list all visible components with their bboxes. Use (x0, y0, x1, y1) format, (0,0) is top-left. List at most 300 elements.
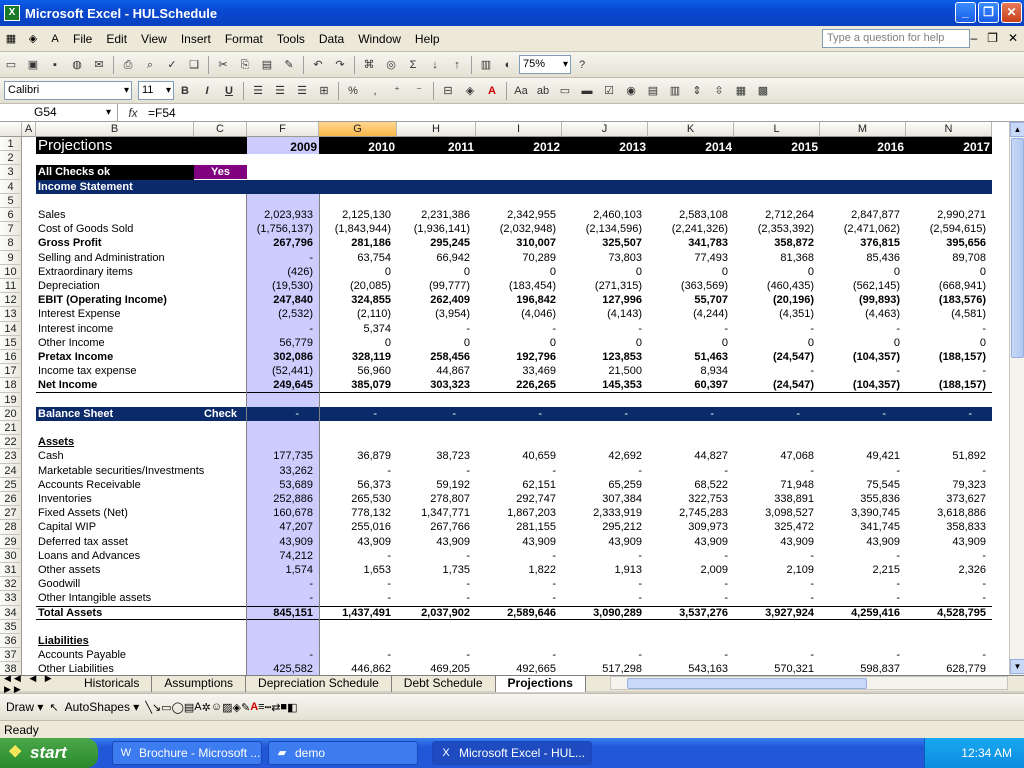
table-cell[interactable]: - (466, 649, 470, 662)
table-cell[interactable]: 328,119 (351, 351, 391, 363)
horizontal-scrollbar[interactable] (610, 676, 1008, 690)
paste-icon[interactable]: ▤ (261, 58, 273, 71)
table-cell[interactable]: 355,836 (860, 493, 900, 505)
table-cell[interactable]: - (896, 549, 900, 562)
table-cell[interactable]: 3,927,924 (765, 606, 814, 619)
table-cell[interactable]: - (724, 578, 728, 591)
forms-combo-icon[interactable]: ▥ (669, 84, 681, 97)
table-cell[interactable]: - (309, 649, 313, 662)
table-cell[interactable]: - (810, 549, 814, 562)
table-cell[interactable]: (99,893) (859, 294, 900, 307)
row-header[interactable]: 8 (0, 236, 22, 250)
table-cell[interactable]: - (982, 592, 986, 605)
table-cell[interactable]: 127,996 (602, 294, 642, 307)
table-cell[interactable]: 446,862 (351, 663, 391, 675)
table-cell[interactable]: - (638, 578, 642, 591)
restore-button[interactable]: ❐ (978, 2, 999, 23)
tab-projections[interactable]: Projections (496, 676, 586, 692)
table-cell[interactable]: - (309, 578, 313, 591)
copy-icon[interactable]: ⎘ (240, 58, 250, 71)
row-header[interactable]: 2 (0, 151, 22, 165)
forms-group-icon[interactable]: ▭ (559, 84, 571, 97)
table-cell[interactable]: (363,569) (680, 280, 728, 292)
table-cell[interactable]: 5,374 (363, 322, 391, 335)
table-cell[interactable]: 0 (463, 265, 470, 278)
table-cell[interactable]: 265,530 (351, 493, 391, 505)
table-cell[interactable]: 278,807 (430, 493, 470, 505)
table-cell[interactable]: 44,827 (694, 450, 728, 463)
doc-minimize-icon[interactable]: – (970, 31, 978, 45)
table-cell[interactable]: (183,576) (938, 294, 986, 307)
forms-scrollbar-icon[interactable]: ⇕ (692, 84, 702, 97)
tab-historicals[interactable]: Historicals (72, 676, 152, 692)
table-cell[interactable]: 43,909 (357, 535, 391, 548)
table-cell[interactable]: 295,245 (430, 237, 470, 250)
table-cell[interactable]: 70,289 (522, 251, 556, 264)
help-search-input[interactable]: Type a question for help (822, 29, 970, 48)
table-cell[interactable]: 2,342,955 (507, 209, 556, 221)
table-cell[interactable]: (24,547) (773, 379, 814, 392)
table-cell[interactable]: 33,262 (279, 464, 313, 477)
row-header[interactable]: 34 (0, 606, 22, 620)
table-cell[interactable]: - (309, 251, 313, 264)
table-cell[interactable]: - (638, 322, 642, 335)
table-cell[interactable]: 845,151 (273, 606, 313, 619)
arrow-icon[interactable]: ↘ (151, 701, 162, 714)
table-cell[interactable]: - (982, 322, 986, 335)
table-cell[interactable]: - (810, 578, 814, 591)
forms-button-icon[interactable]: ▬ (581, 84, 593, 97)
row-header[interactable]: 7 (0, 222, 22, 236)
table-cell[interactable]: 85,436 (866, 251, 900, 264)
table-cell[interactable]: - (387, 649, 391, 662)
workbook-icon[interactable]: ▦ (5, 32, 17, 45)
forms-grid-icon[interactable]: ▩ (757, 84, 769, 97)
doc-restore-icon[interactable]: ❐ (987, 31, 998, 45)
table-cell[interactable]: 0 (635, 265, 642, 278)
table-cell[interactable]: (3,954) (435, 308, 470, 321)
start-button[interactable]: ❖ start (0, 738, 98, 768)
textbox-icon[interactable]: ▤ (183, 701, 195, 714)
sort-ascending-icon[interactable]: ↓ (432, 58, 438, 71)
forms-properties-icon[interactable]: ▦ (735, 84, 747, 97)
table-cell[interactable]: 2,333,919 (593, 507, 642, 520)
table-cell[interactable]: 2,460,103 (593, 209, 642, 221)
table-cell[interactable]: 226,265 (516, 379, 556, 392)
table-cell[interactable]: 43,909 (436, 535, 470, 548)
row-header[interactable]: 18 (0, 378, 22, 392)
table-cell[interactable]: (99,777) (429, 280, 470, 292)
column-header[interactable]: M (820, 122, 906, 137)
row-header[interactable]: 1 (0, 137, 22, 151)
table-cell[interactable]: 2,215 (872, 564, 900, 576)
minimize-button[interactable]: _ (955, 2, 976, 23)
table-cell[interactable]: 43,909 (279, 535, 313, 548)
table-cell[interactable]: 2,231,386 (421, 209, 470, 221)
table-cell[interactable]: 341,783 (688, 237, 728, 250)
doc-close-icon[interactable]: ✕ (1007, 31, 1018, 45)
table-cell[interactable]: 338,891 (774, 493, 814, 505)
forms-checkbox-icon[interactable]: ☑ (604, 84, 614, 97)
table-cell[interactable]: (20,085) (350, 280, 391, 292)
table-cell[interactable]: (4,351) (779, 308, 814, 321)
table-cell[interactable]: (188,157) (938, 379, 986, 392)
taskbar-item-excel[interactable] (432, 741, 592, 765)
arrow-style-icon[interactable]: ⇄ (271, 701, 281, 714)
menu-help[interactable]: Help (414, 31, 440, 46)
table-cell[interactable]: 44,867 (436, 365, 470, 378)
close-button[interactable]: ✕ (1001, 2, 1022, 23)
hyperlink-icon[interactable]: ⌘ (363, 58, 375, 71)
diagram-icon[interactable]: ✲ (201, 701, 211, 714)
row-header[interactable]: 4 (0, 180, 22, 194)
column-header[interactable]: B (36, 122, 194, 137)
table-cell[interactable]: 358,872 (774, 237, 814, 250)
table-cell[interactable]: 75,545 (866, 478, 900, 491)
table-cell[interactable]: 56,779 (279, 336, 313, 349)
vertical-scrollbar[interactable] (1009, 122, 1024, 675)
table-cell[interactable]: 0 (549, 336, 556, 349)
menu-view[interactable]: View (141, 31, 167, 46)
bold-icon[interactable]: B (181, 84, 189, 97)
table-cell[interactable]: 43,909 (866, 535, 900, 548)
taskbar-item-brochure[interactable] (112, 741, 262, 765)
table-cell[interactable]: 267,796 (273, 237, 313, 250)
table-cell[interactable]: 3,098,527 (765, 507, 814, 520)
clipart-icon[interactable]: ☺ (210, 701, 223, 713)
row-header[interactable]: 25 (0, 478, 22, 492)
table-cell[interactable]: - (810, 649, 814, 662)
table-cell[interactable]: 47,207 (279, 521, 313, 534)
table-cell[interactable]: - (638, 549, 642, 562)
table-cell[interactable]: 56,960 (357, 365, 391, 378)
autoshapes-menu[interactable]: AutoShapes ▾ (64, 700, 140, 714)
comma-style-icon[interactable]: , (373, 84, 377, 97)
table-cell[interactable]: 1,653 (363, 564, 391, 576)
row-header[interactable]: 13 (0, 307, 22, 321)
forms-list-icon[interactable]: ▤ (647, 84, 659, 97)
email-icon[interactable]: ✉ (94, 58, 104, 71)
print-preview-icon[interactable]: ⌕ (146, 58, 154, 71)
line-icon[interactable]: ╲ (145, 701, 152, 714)
table-cell[interactable]: 21,500 (608, 365, 642, 378)
column-header[interactable]: A (22, 122, 36, 137)
table-cell[interactable]: 3,618,886 (937, 507, 986, 520)
table-cell[interactable]: 56,373 (357, 478, 391, 491)
table-cell[interactable]: 47,068 (780, 450, 814, 463)
row-header[interactable]: 12 (0, 293, 22, 307)
table-cell[interactable]: - (387, 549, 391, 562)
worksheet-grid[interactable] (0, 122, 1009, 675)
print-icon[interactable]: ⎙ (123, 58, 133, 71)
column-header[interactable]: I (476, 122, 562, 137)
table-cell[interactable]: (426) (287, 265, 313, 278)
table-cell[interactable]: 1,574 (285, 564, 313, 576)
table-cell[interactable]: 281,186 (351, 237, 391, 250)
table-cell[interactable]: 62,151 (522, 478, 556, 491)
table-cell[interactable]: 43,909 (780, 535, 814, 548)
table-cell[interactable]: 341,745 (860, 521, 900, 534)
chart-wizard-icon[interactable]: ▥ (480, 58, 492, 71)
cut-icon[interactable]: ✂ (218, 58, 228, 71)
table-cell[interactable]: - (724, 649, 728, 662)
table-cell[interactable]: (19,530) (272, 280, 313, 292)
table-cell[interactable]: 8,934 (700, 365, 728, 378)
table-cell[interactable]: - (896, 322, 900, 335)
table-cell[interactable]: 373,627 (946, 493, 986, 505)
table-cell[interactable]: 79,323 (952, 478, 986, 491)
table-cell[interactable]: 628,779 (946, 663, 986, 675)
table-cell[interactable]: 36,879 (357, 450, 391, 463)
table-cell[interactable]: 59,192 (436, 478, 470, 491)
horizontal-scroll-thumb[interactable] (627, 678, 867, 689)
table-cell[interactable]: 68,522 (694, 478, 728, 491)
table-cell[interactable]: 38,723 (436, 450, 470, 463)
table-cell[interactable]: 63,754 (357, 251, 391, 264)
table-cell[interactable]: - (638, 464, 642, 477)
spelling-icon[interactable]: ✓ (167, 58, 177, 71)
table-cell[interactable]: (2,110) (356, 308, 391, 321)
table-cell[interactable]: - (810, 464, 814, 477)
table-cell[interactable]: 89,708 (952, 251, 986, 264)
row-header[interactable]: 24 (0, 464, 22, 478)
table-cell[interactable]: (4,581) (951, 308, 986, 321)
font-name-select[interactable]: Calibri ▾ (4, 81, 132, 100)
table-cell[interactable]: 196,842 (516, 294, 556, 307)
picture-icon[interactable]: ▨ (222, 701, 233, 714)
table-cell[interactable]: - (724, 322, 728, 335)
font-color-icon[interactable]: A (250, 701, 259, 713)
column-header[interactable]: C (194, 122, 247, 137)
menu-insert[interactable]: Insert (180, 31, 211, 46)
row-header[interactable]: 9 (0, 251, 22, 265)
table-cell[interactable]: 43,909 (608, 535, 642, 548)
table-cell[interactable]: 0 (549, 265, 556, 278)
row-header[interactable]: 10 (0, 265, 22, 279)
row-header[interactable]: 29 (0, 535, 22, 549)
italic-icon[interactable]: I (205, 84, 209, 97)
fx-icon[interactable]: fx (128, 105, 138, 120)
table-cell[interactable]: 1,867,203 (507, 507, 556, 520)
forms-label-icon[interactable]: Aa (514, 84, 528, 97)
formula-input[interactable]: =F54 (148, 105, 176, 120)
shadow-icon[interactable]: ■ (280, 701, 288, 713)
table-cell[interactable]: 0 (893, 336, 900, 349)
table-cell[interactable]: - (552, 578, 556, 591)
row-header[interactable]: 3 (0, 165, 22, 179)
table-cell[interactable]: (2,353,392) (757, 223, 814, 236)
row-header[interactable]: 20 (0, 407, 22, 421)
table-cell[interactable]: 395,656 (946, 237, 986, 250)
table-cell[interactable]: 51,892 (952, 450, 986, 463)
tab-debt-schedule[interactable]: Debt Schedule (392, 676, 496, 692)
table-cell[interactable]: 4,259,416 (851, 606, 900, 619)
table-cell[interactable]: - (552, 549, 556, 562)
table-cell[interactable]: - (896, 464, 900, 477)
table-cell[interactable]: 310,007 (516, 237, 556, 250)
table-cell[interactable]: (460,435) (766, 280, 814, 292)
dash-style-icon[interactable]: ┅ (264, 701, 272, 714)
table-cell[interactable]: 1,913 (614, 564, 642, 576)
row-header[interactable]: 36 (0, 634, 22, 648)
redo-icon[interactable]: ↷ (335, 58, 345, 71)
row-header[interactable]: 31 (0, 563, 22, 577)
name-box[interactable]: G54 ▾ (0, 104, 118, 121)
table-cell[interactable]: 33,469 (522, 365, 556, 378)
percent-icon[interactable]: % (348, 84, 358, 97)
row-header[interactable]: 35 (0, 620, 22, 634)
table-cell[interactable]: 2,109 (786, 564, 814, 576)
table-cell[interactable]: 40,659 (522, 450, 556, 463)
table-cell[interactable]: 2,990,271 (937, 209, 986, 221)
table-cell[interactable]: (4,463) (865, 308, 900, 321)
column-header[interactable]: K (648, 122, 734, 137)
table-cell[interactable]: (1,756,137) (256, 223, 313, 236)
menu-window[interactable]: Window (358, 31, 401, 46)
merge-center-icon[interactable]: ⊞ (319, 84, 329, 97)
table-cell[interactable]: (271,315) (594, 280, 642, 292)
table-cell[interactable]: 55,707 (694, 294, 728, 307)
column-header[interactable]: H (397, 122, 476, 137)
table-cell[interactable]: 77,493 (694, 251, 728, 264)
select-all-corner[interactable] (0, 122, 22, 137)
table-cell[interactable]: - (810, 365, 814, 378)
line-color-icon[interactable]: ✎ (240, 701, 251, 714)
wordart-icon[interactable]: A (194, 701, 202, 713)
help-icon[interactable]: ? (578, 58, 586, 71)
table-cell[interactable]: 74,212 (279, 549, 313, 562)
table-cell[interactable]: 255,016 (351, 521, 391, 534)
new-icon[interactable]: ▭ (5, 58, 17, 71)
line-style-icon[interactable]: ≡ (258, 701, 265, 713)
borders-icon[interactable]: ⊟ (443, 84, 453, 97)
table-cell[interactable]: (2,134,596) (585, 223, 642, 236)
row-header[interactable]: 26 (0, 492, 22, 506)
table-cell[interactable]: (1,936,141) (413, 223, 470, 236)
open-icon[interactable]: ▣ (27, 58, 39, 71)
research-icon[interactable]: ❏ (189, 58, 199, 71)
table-cell[interactable]: (20,196) (773, 294, 814, 307)
table-cell[interactable]: 292,747 (516, 493, 556, 505)
table-cell[interactable]: 145,353 (602, 379, 642, 392)
row-header[interactable]: 30 (0, 549, 22, 563)
row-header[interactable]: 21 (0, 421, 22, 435)
table-cell[interactable]: 1,437,491 (342, 606, 391, 619)
table-cell[interactable]: - (552, 464, 556, 477)
table-cell[interactable]: 2,023,933 (264, 209, 313, 221)
menu-file[interactable]: File (73, 31, 93, 46)
forms-edit-icon[interactable]: ab (536, 84, 550, 97)
table-cell[interactable]: 598,837 (860, 663, 900, 675)
table-cell[interactable]: (2,532) (278, 308, 313, 321)
table-cell[interactable]: 53,689 (279, 478, 313, 491)
column-header[interactable]: J (562, 122, 648, 137)
forms-spinner-icon[interactable]: ⇳ (714, 84, 724, 97)
table-cell[interactable]: - (638, 592, 642, 605)
align-center-icon[interactable]: ☰ (275, 84, 285, 97)
table-cell[interactable]: - (466, 464, 470, 477)
row-header[interactable]: 17 (0, 364, 22, 378)
fill-color-icon[interactable]: ◈ (28, 32, 38, 45)
column-header[interactable]: G (319, 122, 397, 137)
menu-format[interactable]: Format (224, 31, 263, 46)
font-color-icon[interactable]: A (488, 84, 496, 97)
table-cell[interactable]: (562,145) (852, 280, 900, 292)
table-cell[interactable]: 307,384 (602, 493, 642, 505)
table-cell[interactable]: 258,456 (430, 351, 470, 363)
globe-icon[interactable]: ◎ (386, 58, 396, 71)
rectangle-icon[interactable]: ▭ (161, 701, 172, 714)
table-cell[interactable]: 322,753 (688, 493, 728, 505)
table-cell[interactable]: 2,009 (700, 564, 728, 576)
font-size-select[interactable]: 11 ▾ (138, 81, 174, 100)
table-cell[interactable]: 267,766 (430, 521, 470, 534)
table-cell[interactable]: 4,528,795 (937, 606, 986, 619)
table-cell[interactable]: 425,582 (273, 663, 313, 675)
table-cell[interactable]: 303,323 (430, 379, 470, 392)
table-cell[interactable]: 0 (384, 336, 391, 349)
tab-assumptions[interactable]: Assumptions (152, 676, 246, 692)
table-cell[interactable]: (24,547) (773, 351, 814, 363)
table-cell[interactable]: - (810, 592, 814, 605)
table-cell[interactable]: 0 (893, 265, 900, 278)
table-cell[interactable]: - (982, 464, 986, 477)
table-cell[interactable]: 43,909 (952, 535, 986, 548)
oval-icon[interactable]: ◯ (171, 701, 184, 714)
table-cell[interactable]: 42,692 (608, 450, 642, 463)
table-cell[interactable]: 43,909 (522, 535, 556, 548)
increase-decimal-icon[interactable]: ⁺ (394, 84, 400, 97)
row-header[interactable]: 27 (0, 506, 22, 520)
table-cell[interactable]: - (724, 464, 728, 477)
table-cell[interactable]: 0 (384, 265, 391, 278)
row-header[interactable]: 16 (0, 350, 22, 364)
table-cell[interactable]: - (387, 578, 391, 591)
table-cell[interactable]: - (466, 322, 470, 335)
table-cell[interactable]: 2,326 (958, 564, 986, 576)
table-cell[interactable]: (104,357) (852, 351, 900, 363)
table-cell[interactable]: 295,212 (602, 521, 642, 534)
row-header[interactable]: 33 (0, 591, 22, 605)
tab-scroll-icon[interactable]: ◀◀ ◀ ▶ ▶▶ (4, 672, 55, 694)
table-cell[interactable]: 469,205 (430, 663, 470, 675)
table-cell[interactable]: - (982, 649, 986, 662)
excel-icon[interactable]: X (4, 5, 20, 21)
underline-icon[interactable]: U (225, 84, 233, 97)
table-cell[interactable]: - (466, 549, 470, 562)
table-cell[interactable]: 543,163 (688, 663, 728, 675)
table-cell[interactable]: 2,847,877 (851, 209, 900, 221)
table-cell[interactable]: 778,132 (351, 507, 391, 520)
table-cell[interactable]: - (810, 322, 814, 335)
table-cell[interactable]: 0 (979, 265, 986, 278)
table-cell[interactable]: - (896, 365, 900, 378)
table-cell[interactable]: 123,853 (602, 351, 642, 363)
table-cell[interactable]: - (638, 649, 642, 662)
table-cell[interactable]: - (466, 592, 470, 605)
scroll-up-icon[interactable]: ▲ (1010, 122, 1024, 137)
table-cell[interactable]: (2,594,615) (929, 223, 986, 236)
drawing-icon[interactable]: ◐ (504, 58, 512, 71)
row-header[interactable]: 11 (0, 279, 22, 293)
table-cell[interactable]: (1,843,944) (334, 223, 391, 236)
vertical-scroll-thumb[interactable] (1011, 138, 1024, 358)
align-left-icon[interactable]: ☰ (253, 84, 263, 97)
table-cell[interactable]: 570,321 (774, 663, 814, 675)
autosum-icon[interactable]: Σ (409, 58, 417, 71)
table-cell[interactable]: - (309, 322, 313, 335)
table-cell[interactable]: 60,397 (694, 379, 728, 392)
